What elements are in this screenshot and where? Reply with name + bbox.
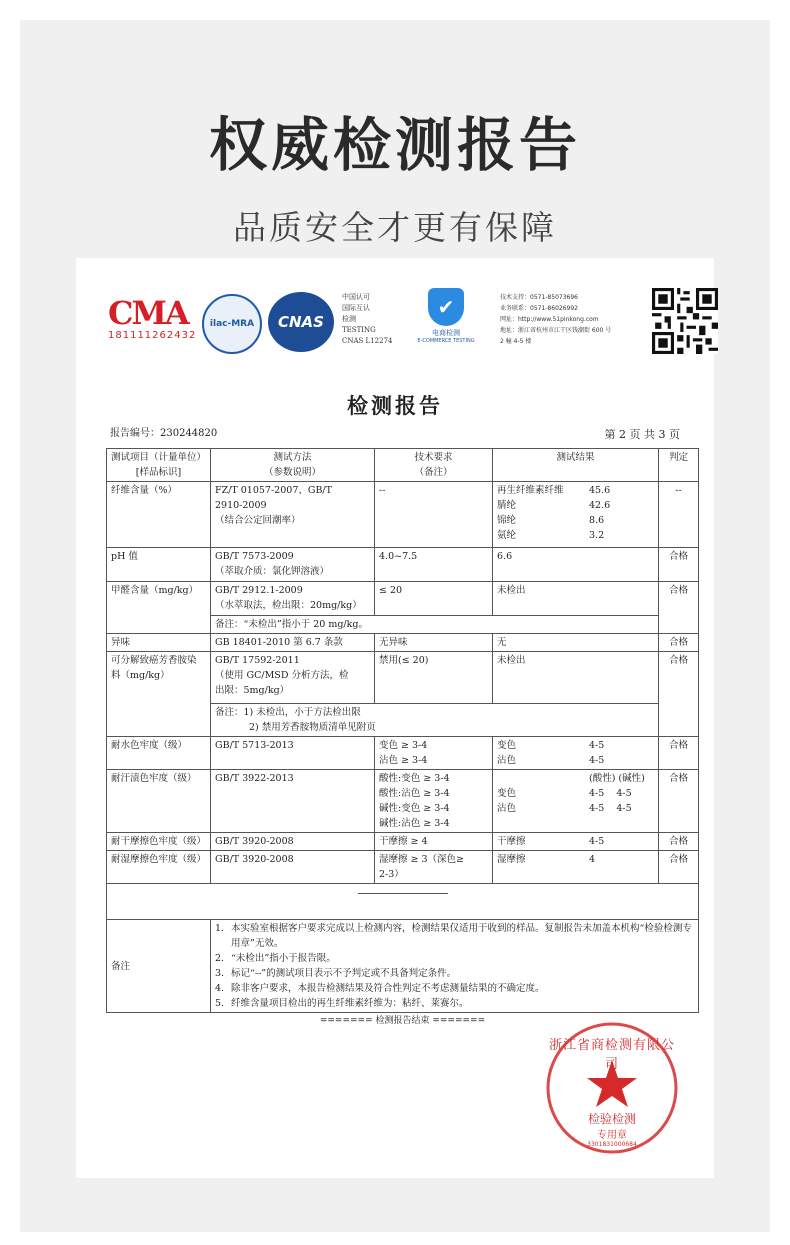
ec-sub: E-COMMERCE TESTING — [417, 338, 475, 344]
report-title: 检测报告 — [347, 393, 443, 418]
remark-item: 4. 除非客户要求，本报告检测结果及符合性判定不考虑测量结果的不确定度。 — [215, 983, 545, 994]
cell-requirement: 酸性:变色 ≥ 3-4 酸性:沾色 ≥ 3-4 碱性:变色 ≥ 3-4 碱性:沾色 ≥ 3-4 — [375, 770, 493, 833]
cell-requirement: 无异味 — [375, 634, 493, 652]
seal-center-sub: 专用章 — [597, 1130, 627, 1141]
ec-label: 电商检测 — [432, 329, 460, 337]
test-report-document — [76, 258, 714, 1178]
cell-verdict: 合格 — [659, 737, 699, 770]
seal-center-text: 检验检测 — [587, 1112, 636, 1126]
report-end: ======= 检测报告结束 ======= — [319, 1016, 486, 1026]
cma-mark: CMA — [108, 294, 188, 332]
cell-method: FZ/T 01057-2007、GB/T 2910-2009 （结合公定回潮率） — [211, 482, 375, 548]
cell-result: 未检出 — [493, 582, 659, 616]
cell-result: 无 — [493, 634, 659, 652]
background-panel — [20, 20, 770, 1232]
cell-verdict: 合格 — [659, 634, 699, 652]
table-row — [107, 770, 699, 833]
page-subtitle: 品质安全才更有保障 — [233, 208, 557, 247]
cell-method: GB/T 3922-2013 — [211, 770, 375, 833]
page-title: 权威检测报告 — [208, 111, 581, 179]
official-seal — [544, 1020, 680, 1156]
cell-method: GB/T 17592-2011 （使用 GC/MSD 分析方法，检 出限：5mg/kg） — [211, 652, 375, 704]
column-header-method: 测试方法 （参数说明） — [211, 449, 375, 482]
cell-item: 耐汗渍色牢度（级） — [107, 770, 211, 833]
cell-verdict: -- — [659, 482, 699, 548]
table-row — [107, 548, 699, 582]
cell-method: GB 18401-2010 第 6.7 条款 — [211, 634, 375, 652]
cell-requirement: 4.0~7.5 — [375, 548, 493, 582]
cnas-text: CNAS — [278, 313, 324, 331]
cell-verdict: 合格 — [659, 770, 699, 833]
cell-method: GB/T 2912.1-2009 （水萃取法，检出限：20mg/kg） — [211, 582, 375, 616]
qr-code-icon — [652, 288, 718, 354]
cell-method: GB/T 3920-2008 — [211, 851, 375, 884]
cell-item: 异味 — [107, 634, 211, 652]
cell-verdict: 合格 — [659, 548, 699, 582]
cell-requirement: -- — [375, 482, 493, 548]
cell-item: 耐湿摩擦色牢度（级） — [107, 851, 211, 884]
page-indicator: 第 2 页 共 3 页 — [604, 428, 680, 441]
cell-result: 6.6 — [493, 548, 659, 582]
cell-result: (酸性) (碱性) 变色 4-5 4-5 沾色 4-5 4-5 — [493, 770, 659, 833]
cell-result: 湿摩擦 4 — [493, 851, 659, 884]
column-header-result: 测试结果 — [493, 449, 659, 482]
contact-line: 网址：http://www.51pinkong.com — [500, 316, 599, 323]
column-header-verdict: 判定 — [659, 449, 699, 482]
remark-item: 5. 纤维含量项目检出的再生纤维素纤维为：粘纤、莱赛尔。 — [215, 998, 469, 1009]
cell-verdict: 合格 — [659, 833, 699, 851]
contact-line: 2 幢 4-5 楼 — [500, 338, 532, 345]
ilac-mra-logo — [202, 294, 262, 354]
contact-line: 技术支持：0571-85073696 — [500, 294, 578, 301]
seal-ring-text: 浙江省商检测有限公司 — [548, 1038, 675, 1072]
ecommerce-testing-logo — [404, 288, 488, 344]
ilac-text: ilac-MRA — [209, 319, 255, 329]
cell-requirement: 干摩擦 ≥ 4 — [375, 833, 493, 851]
results-table — [106, 448, 699, 1030]
cnas-caption-line: TESTING — [342, 326, 376, 334]
column-header-item: 测试项目（计量单位） [样品标识] — [107, 449, 211, 482]
table-row — [107, 851, 699, 884]
cell-item: pH 值 — [107, 548, 211, 582]
remark-item: 1. 本实验室根据客户要求完成以上检测内容，检测结果仅适用于收到的样品。复制报告未加盖本机构“检验检测专用章”无效。 — [215, 923, 692, 949]
cell-requirement: ≤ 20 — [375, 582, 493, 616]
cell-result: 干摩擦 4-5 — [493, 833, 659, 851]
cell-item: 耐干摩擦色牢度（级） — [107, 833, 211, 851]
table-header-row — [107, 449, 699, 482]
cell-note: 备注：1) 未检出，小于方法检出限 2) 禁用芳香胺物质清单见附页 — [211, 704, 659, 737]
cell-verdict: 合格 — [659, 582, 699, 634]
cell-result: 变色 4-5 沾色 4-5 — [493, 737, 659, 770]
cell-verdict: 合格 — [659, 851, 699, 884]
remarks-row — [107, 920, 699, 1013]
cell-item: 耐水色牢度（级） — [107, 737, 211, 770]
cell-item: 可分解致癌芳香胺染 料（mg/kg） — [107, 652, 211, 737]
cell-requirement: 变色 ≥ 3-4 沾色 ≥ 3-4 — [375, 737, 493, 770]
cnas-caption-line: 中国认可 — [342, 293, 370, 301]
cell-method: GB/T 5713-2013 — [211, 737, 375, 770]
cell-verdict: 合格 — [659, 652, 699, 737]
table-row — [107, 634, 699, 652]
contact-line: 地址：浙江省杭州市江干区钱潮街 600 号 — [500, 327, 612, 334]
remark-item: 2. “未检出”指小于报告限。 — [215, 953, 336, 964]
seal-number: 3301831000684 — [587, 1141, 637, 1148]
cell-requirement: 湿摩擦 ≥ 3（深色≥ 2-3） — [375, 851, 493, 884]
cell-result: 再生纤维素纤维 45.6 腈纶 42.6 锦纶 8.6 氨纶 3.2 — [493, 482, 659, 548]
remarks-label: 备注 — [107, 920, 211, 1013]
certification-logos — [108, 288, 688, 358]
shield-check-icon: ✔ — [428, 288, 464, 326]
cnas-caption-line: 国际互认 — [342, 304, 370, 312]
report-number: 报告编号：230244820 — [110, 428, 218, 439]
table-row — [107, 652, 699, 704]
cell-method: GB/T 3920-2008 — [211, 833, 375, 851]
table-row — [107, 582, 699, 616]
cma-number: 181111262432 — [108, 330, 197, 341]
cma-logo — [108, 296, 198, 341]
table-row — [107, 737, 699, 770]
column-header-requirement: 技术要求 （备注） — [375, 449, 493, 482]
table-row — [107, 482, 699, 548]
cell-item: 纤维含量（%） — [107, 482, 211, 548]
cell-requirement: 禁用(≤ 20) — [375, 652, 493, 704]
blank-cell — [107, 884, 699, 920]
cnas-caption-line: CNAS L12274 — [342, 337, 393, 345]
table-row — [107, 833, 699, 851]
cell-result: 未检出 — [493, 652, 659, 704]
cell-note: 备注：“未检出”指小于 20 mg/kg。 — [211, 616, 659, 634]
cell-method: GB/T 7573-2009 （萃取介质：氯化钾溶液） — [211, 548, 375, 582]
remark-item: 3. 标记“--”的测试项目表示不予判定或不具备判定条件。 — [215, 968, 457, 979]
cell-item: 甲醛含量（mg/kg） — [107, 582, 211, 634]
remarks-content — [211, 920, 699, 1013]
cnas-caption — [342, 292, 402, 347]
cnas-caption-line: 检测 — [342, 315, 356, 323]
cnas-logo — [268, 292, 334, 352]
blank-row — [107, 884, 699, 920]
lab-contact-info — [500, 292, 640, 347]
contact-line: 业务联系：0571-86026992 — [500, 305, 578, 312]
